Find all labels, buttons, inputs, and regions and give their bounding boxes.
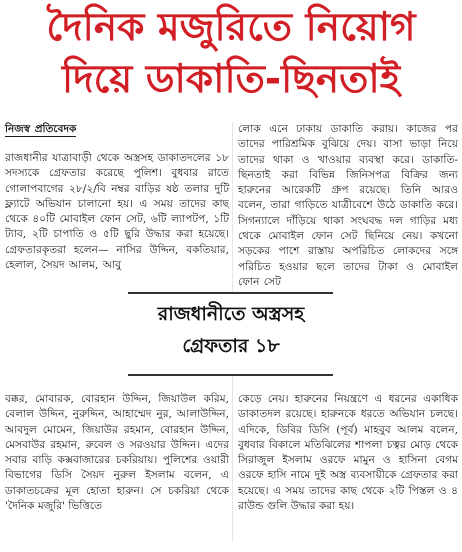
left-column-text: রাজধানীর যাত্রাবাড়ী থেকে অস্ত্রসহ ডাকাতদলের ১৮ সদস্যকে গ্রেফতার করেছে পুলিশ। বুধবার রাতে গোলাপবাগের ২৮/২/বি নম্বর বাড়ির ষষ্ঠ তলার দুটি ফ্ল্যাটে অভিযান চালানো হয়। এ সময় তাদের কাছ থেকে ৪০টি মোবাইল ফোন সেট, ৬টি ল্যাপটপ, ১টি ট্যাব, ২টি চাপাতি ও ৫টি ছুরি উদ্ধার করা হয়েছে। গ্রেফতারকৃতরা হলেন— নাসির উদ্দিন, বকতিয়ার, হেলাল, সৈয়দ আলম, আবু (5, 152, 229, 272)
pull-quote-line-2: গ্রেফতার ১৮ (182, 335, 280, 357)
right-column (238, 122, 458, 290)
left-column (5, 122, 229, 273)
headline-line-1: দৈনিক মজুরিতে নিয়োগ (46, 5, 416, 50)
headline-line-2: দিয়ে ডাকাতি-ছিনতাই (61, 57, 400, 102)
lower-left-text: বক্কর, মোবারক, বোরহান উদ্দিন, জিয়াউল করিম, বেলাল উদ্দিন, নুরুদ্দিন, আহাম্মেদ নুর, আলাউদ্দিন, আবদুল মোমেন, জিয়াউর রহমান, বোরহান উদ্দিন, মেসবাউর রহমান, রুবেল ও সরওয়ার উদ্দিন। এদের সবার বাড়ি কক্সবাজারের চকরিয়ায়। পুলিশের ওয়ারী বিভাগের ডিসি সৈয়দ নুরুল ইসলাম বলেন, এ ডাকাতচক্রের মূল হোতা হারুন। সে চকরিয়া থেকে 'দৈনিক মজুরি' ভিত্তিতে (5, 393, 229, 513)
byline: নিজস্ব প্রতিবেদক (5, 123, 77, 135)
headline (0, 2, 462, 106)
right-column-text: লোক এনে ঢাকায় ডাকাতি করায়। কাজের পর তাদের পারিশ্রমিক বুঝিয়ে দেয়। বাসা ভাড়া নিয়ে তাদের থাকা ও খাওয়ার ব্যবস্থা করে। ডাকাতি-ছিনতাই করা বিভিন্ন জিনিসপত্র বিক্রির জন্য হারুনের আরেকটি গ্রুপ রয়েছে। তিনি আরও বলেন, তারা গাড়িতে যাত্রীবেশে উঠে ডাকাতি করে। সিগন্যালে দাঁড়িয়ে থাকা সংঘবদ্ধ দল গাড়ির মধ্য থেকে মোবাইল ফোন সেট ছিনিয়ে নেয়। কখনো সড়কের পাশে রাস্তায় অপরিচিত লোকদের সঙ্গে পরিচিত হওয়ার ছলে তাদের টাকা ও মোবাইল ফোন সেট (238, 123, 458, 288)
pull-quote (136, 298, 326, 362)
pull-quote-line-1: রাজধানীতে অস্ত্রসহ (157, 303, 305, 325)
lower-right-text: কেড়ে নেয়। হারুনের নিয়ন্ত্রণে এ ধরনের একাধিক ডাকাতদল রয়েছে। হারুনকে ধরতে অভিযান চলছে। এদিকে, ডিবির ডিসি (পূর্ব) মাহবুব আলম বলেন, বুধবার বিকালে মতিঝিলের শাপলা চত্বর মোড় থেকে সিরাজুল ইসলাম ওরফে মামুন ও হাসিনা বেগম ওরফে হাসি নামে দুই অস্ত্র ব্যবসায়ীকে গ্রেফতার করা হয়েছে। এ সময় তাদের কাছ থেকে ২টি পিস্তল ও ৪ রাউন্ড গুলি উদ্ধার করা হয়। (238, 393, 458, 513)
